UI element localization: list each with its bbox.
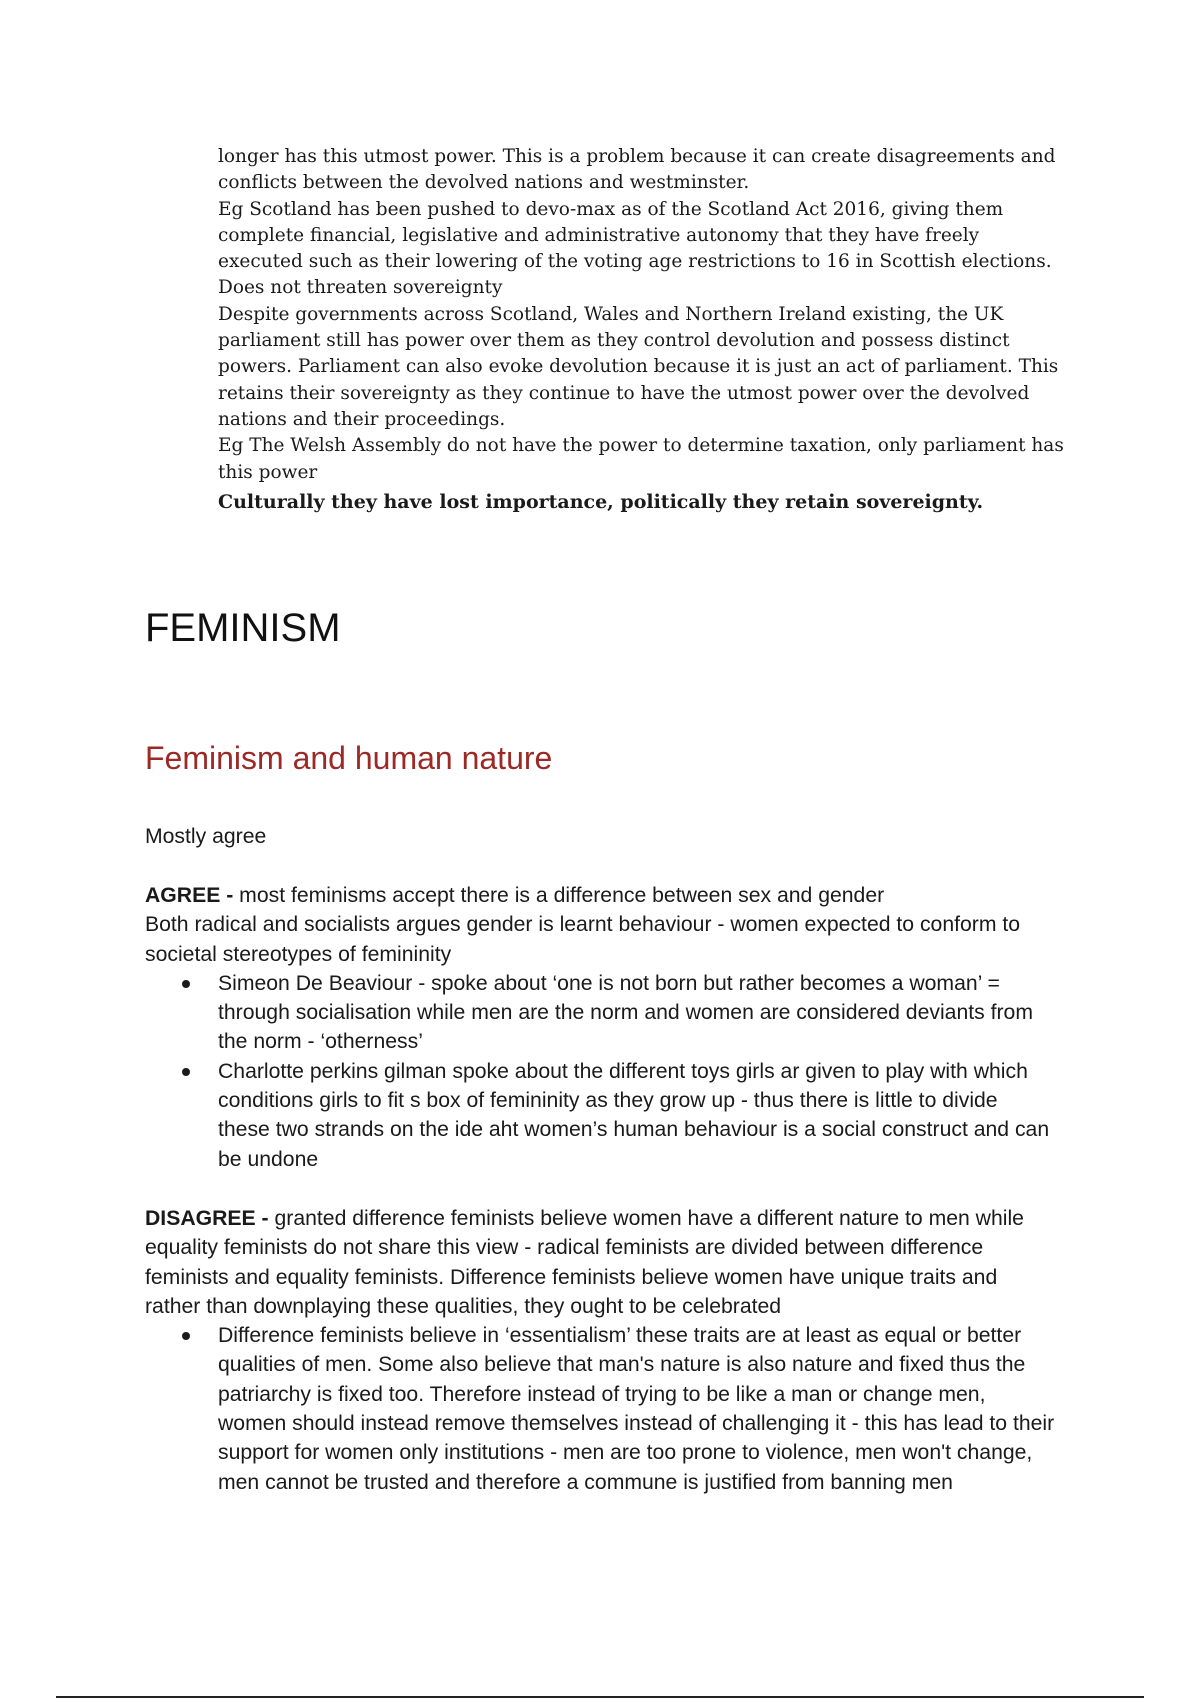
conclusion-line: Culturally they have lost importance, politically they retain sovereignty. bbox=[218, 490, 984, 513]
disagree-intro bbox=[145, 1204, 1055, 1321]
disagree-label: DISAGREE - bbox=[145, 1207, 269, 1230]
paragraph-sovereignty-heading: Does not threaten sovereignty bbox=[218, 277, 503, 299]
bullet-text: Charlotte perkins gilman spoke about the different toys girls ar given to play with which conditions girls to fit s box of femininity as they grow up - thus there is little to divide these two strands on the ide aht women’s human behaviour is a social construct and can be undone bbox=[218, 1059, 1050, 1171]
bullet-icon bbox=[182, 1068, 190, 1076]
section-title: Feminism and human nature bbox=[145, 740, 553, 776]
bottom-divider bbox=[56, 1696, 1144, 1698]
paragraph-scotland-example: Eg Scotland has been pushed to devo-max as of the Scotland Act 2016, giving them complete financial, legislative and administrative autonomy that they have freely executed such as their lowering of the voting age restrictions to 16 in Scottish elections. bbox=[218, 198, 1052, 273]
page-title: FEMINISM bbox=[145, 606, 341, 650]
agree-block bbox=[145, 881, 1055, 1174]
agree-text: Both radical and socialists argues gender is learnt behaviour - women expected to conform to societal stereotypes of femininity bbox=[145, 913, 1021, 966]
bullet-icon bbox=[182, 1332, 190, 1340]
devolution-section bbox=[218, 144, 1068, 515]
paragraph-devolution-conflict: longer has this utmost power. This is a problem because it can create disagreements and conflicts between the devolved nations and westminster. bbox=[218, 146, 1056, 194]
agree-intro bbox=[145, 881, 1055, 910]
disagree-block bbox=[145, 1204, 1055, 1497]
bullet-icon bbox=[182, 980, 190, 988]
bullet-text: Difference feminists believe in ‘essentialism’ these traits are at least as equal or better qualities of men. Some also believe that man's nature is also nature and fixed thus the patriarchy is fixed too. Therefore instead of trying to be like a man or change men, women should instead remove themselves instead of challenging it - this has lead to their support for women only institutions - men are too prone to violence, men won't change, men cannot be trusted and therefore a commune is justified from banning men bbox=[218, 1324, 1055, 1494]
agree-label: AGREE - bbox=[145, 884, 234, 907]
paragraph-parliament-power: Despite governments across Scotland, Wales and Northern Ireland existing, the UK parliament still has power over them as they control devolution and possess distinct powers. Parliament can also evoke devolution because it is just an act of parliament. This retains their sovereignty as they continue to have the utmost power over the devolved nations and their proceedings. bbox=[218, 303, 1059, 430]
paragraph-welsh-example: Eg The Welsh Assembly do not have the power to determine taxation, only parliament has this power bbox=[218, 435, 1064, 483]
disagree-text: granted difference feminists believe women have a different nature to men while equality feminists do not share this view - radical feminists are divided between difference feminists and equality feminists. Difference feminists believe women have unique traits and rather than downplaying these qualities, they ought to be celebrated bbox=[145, 1207, 1024, 1318]
list-item bbox=[145, 1057, 1055, 1174]
stance-block bbox=[145, 822, 1055, 851]
stance-text: Mostly agree bbox=[145, 825, 267, 848]
agree-bullet-list bbox=[145, 969, 1055, 1174]
disagree-bullet-list bbox=[145, 1321, 1055, 1497]
agree-intro-text: most feminisms accept there is a difference between sex and gender bbox=[233, 884, 885, 907]
list-item bbox=[145, 1321, 1055, 1497]
list-item bbox=[145, 969, 1055, 1057]
bullet-text: Simeon De Beaviour - spoke about ‘one is not born but rather becomes a woman’ = through socialisation while men are the norm and women are considered deviants from the norm - ‘otherness’ bbox=[218, 971, 1033, 1054]
